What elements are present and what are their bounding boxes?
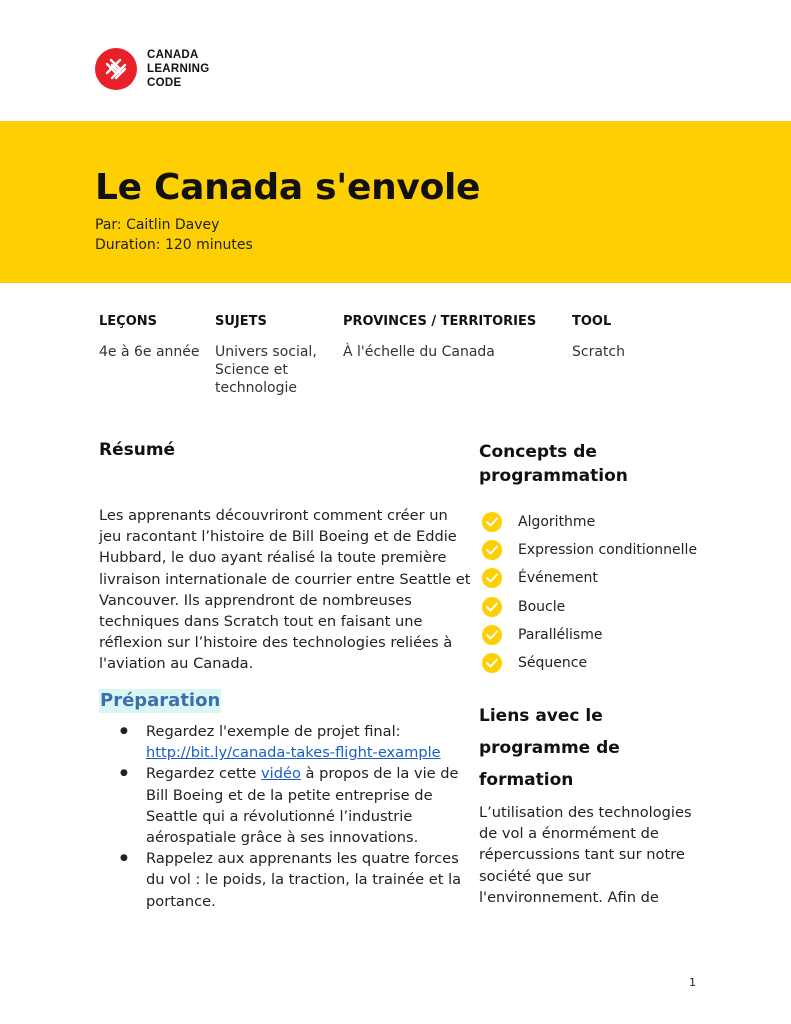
check-circle-icon: [482, 597, 502, 617]
check-circle-icon: [482, 568, 502, 588]
brand-line-3: CODE: [147, 77, 182, 89]
brand-line-2: LEARNING: [147, 63, 210, 75]
list-item: [120, 721, 465, 763]
list-item: [482, 621, 697, 649]
check-circle-icon: [482, 653, 502, 673]
concept-label: Algorithme: [518, 514, 596, 531]
list-item: [482, 593, 697, 621]
meta-tool-value: Scratch: [572, 344, 625, 360]
preparation-item-2-after: à propos de la vie de Bill Boeing et de la petite entreprise de Seattle qui a révolutionné l’industrie aérospatiale grâce à ses innovations.: [146, 765, 459, 847]
summary-text: Les apprenants découvriront comment créer un jeu racontant l’histoire de Bill Boeing et de Eddie Hubbard, le duo ayant réalisé la toute première livraison internationale de courrier entre Seattle et Vancouver. Ils apprendront de nombreuses techniques dans Scratch tout en faisant une réflexion sur l’histoire des technologies reliées à l'aviation au Canada.: [99, 507, 471, 673]
list-item: [120, 763, 465, 848]
brand-logo: [95, 48, 209, 90]
meta-provinces: [343, 313, 558, 361]
meta-tool: [572, 313, 692, 361]
curriculum-links-heading: Liens avec le programme de formation: [479, 706, 620, 790]
meta-provinces-value: À l'échelle du Canada: [343, 344, 495, 360]
meta-lessons-value: 4e à 6e année: [99, 344, 200, 360]
meta-subjects-label: SUJETS: [215, 314, 267, 329]
meta-subjects-value: Univers social, Science et technologie: [215, 344, 317, 396]
page-number: 1: [689, 976, 696, 989]
check-circle-icon: [482, 625, 502, 645]
summary-heading: Résumé: [99, 440, 176, 460]
list-item: [482, 649, 697, 677]
preparation-item-2-before: Regardez cette: [146, 765, 262, 783]
page-title: Le Canada s'envole: [95, 167, 481, 208]
brand-wordmark: [147, 48, 209, 90]
list-item: [482, 536, 697, 564]
check-circle-icon: [482, 540, 502, 560]
meta-lessons: [99, 313, 209, 361]
preparation-list: [120, 721, 465, 912]
duration-text: Duration: 120 minutes: [95, 237, 253, 253]
check-circle-icon: [482, 512, 502, 532]
concept-label: Boucle: [518, 598, 566, 615]
brand-line-1: CANADA: [147, 49, 199, 61]
concept-label: Parallélisme: [518, 626, 603, 643]
concepts-heading: Concepts de programmation: [479, 442, 628, 486]
video-link[interactable]: vidéo: [261, 765, 301, 783]
concept-label: Événement: [518, 570, 598, 587]
preparation-item-1-text: Regardez l'exemple de projet final:: [146, 723, 401, 740]
list-item: [120, 848, 465, 912]
meta-subjects: [215, 313, 327, 397]
preparation-heading: Préparation: [100, 690, 221, 711]
curriculum-links-text: L’utilisation des technologies de vol a énormément de répercussions tant sur notre société que sur l'environnement. Afin de: [479, 804, 692, 906]
canada-learning-code-logo-icon: [95, 48, 137, 90]
example-project-link[interactable]: http://bit.ly/canada-takes-flight-example: [146, 744, 441, 762]
byline: [95, 215, 253, 255]
concept-label: Expression conditionnelle: [518, 542, 698, 559]
meta-lessons-label: LEÇONS: [99, 314, 157, 329]
list-item: [482, 564, 697, 592]
concepts-list: [482, 508, 697, 677]
concept-label: Séquence: [518, 655, 588, 672]
meta-tool-label: TOOL: [572, 314, 612, 329]
list-item: [482, 508, 697, 536]
meta-provinces-label: PROVINCES / TERRITORIES: [343, 314, 537, 329]
preparation-item-3-text: Rappelez aux apprenants les quatre forces du vol : le poids, la traction, la trainée et la portance.: [146, 850, 462, 910]
author-text: Par: Caitlin Davey: [95, 217, 220, 233]
